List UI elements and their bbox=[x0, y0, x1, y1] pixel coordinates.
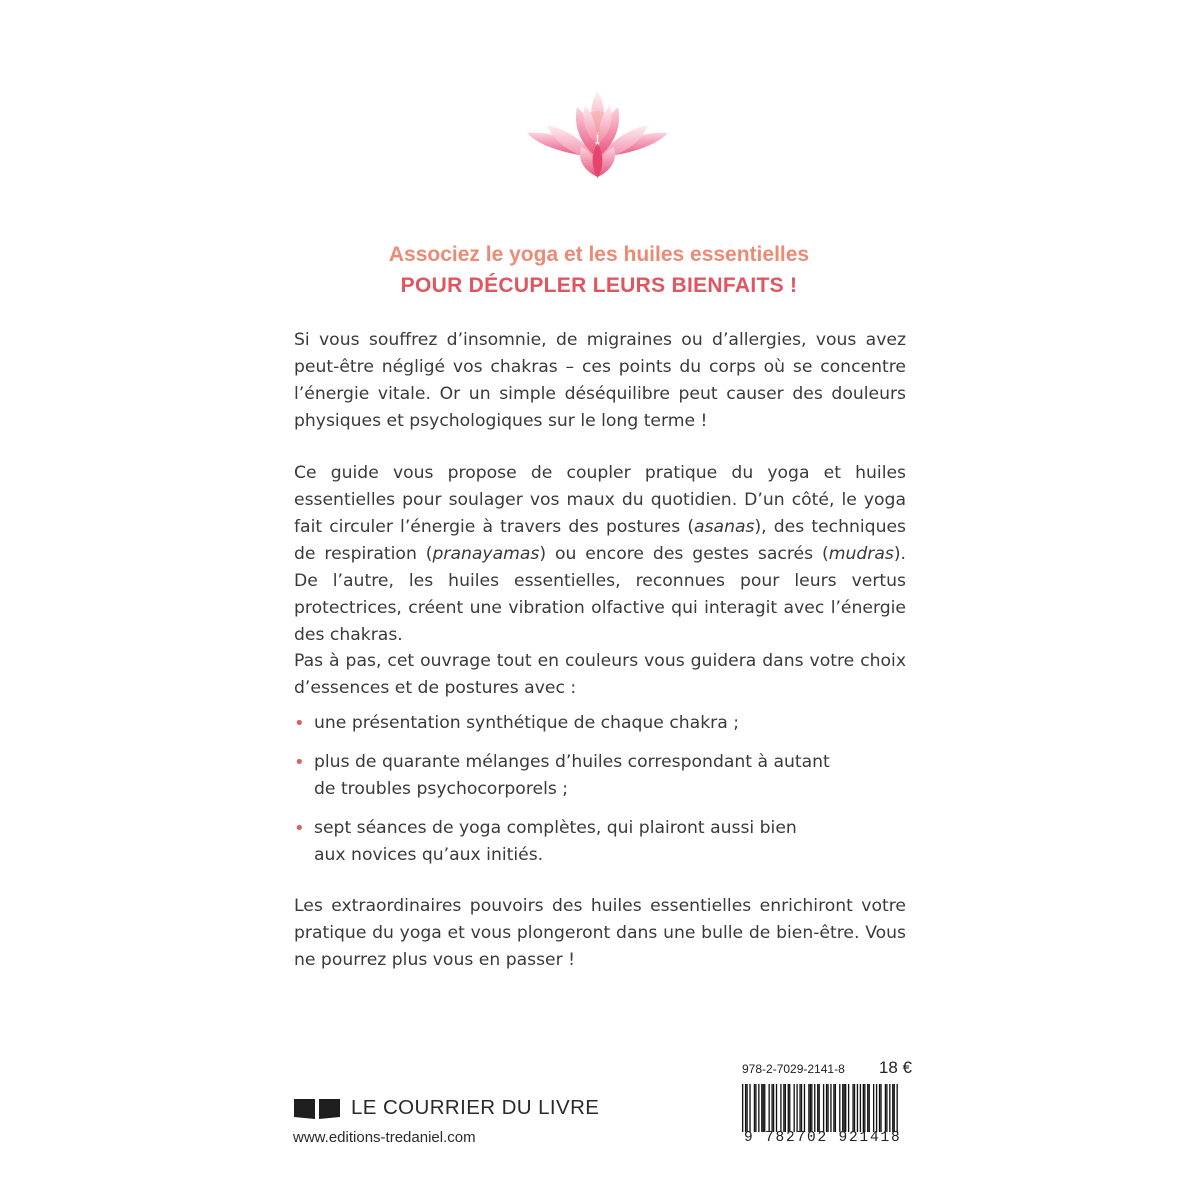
barcode-bar bbox=[833, 1084, 834, 1132]
list-item-text: plus de quarante mélanges d’huiles correspondant à autant de troubles psychocorporels ; bbox=[314, 752, 830, 799]
barcode-bar bbox=[894, 1084, 895, 1132]
barcode-bar bbox=[811, 1084, 812, 1132]
term-asanas: asanas bbox=[694, 517, 755, 537]
barcode-bar bbox=[814, 1084, 815, 1132]
feature-list bbox=[294, 710, 906, 881]
barcode-bar bbox=[796, 1084, 797, 1132]
price: 18 € bbox=[878, 1058, 912, 1077]
barcode-bar bbox=[804, 1084, 805, 1132]
barcode-bar bbox=[754, 1084, 755, 1132]
barcode-bar bbox=[830, 1084, 831, 1132]
barcode-bar bbox=[892, 1084, 893, 1132]
barcode-bar bbox=[842, 1084, 843, 1132]
headline bbox=[0, 240, 1198, 302]
barcode-bar bbox=[873, 1084, 874, 1132]
barcode-bar bbox=[827, 1084, 828, 1132]
barcode-bar bbox=[864, 1084, 865, 1132]
barcode-bar bbox=[783, 1084, 784, 1132]
term-mudras: mudras bbox=[828, 544, 894, 564]
list-item-text: sept séances de yoga complètes, qui plairont aussi bien aux novices qu’aux initiés. bbox=[314, 818, 797, 865]
barcode-bar bbox=[852, 1084, 853, 1132]
barcode-bar bbox=[845, 1084, 846, 1132]
barcode-bar bbox=[780, 1084, 781, 1132]
list-item bbox=[294, 815, 906, 869]
lotus-icon bbox=[525, 85, 670, 180]
barcode-bar bbox=[749, 1084, 750, 1132]
book-logo-icon bbox=[293, 1096, 341, 1120]
barcode-bar bbox=[863, 1084, 864, 1132]
barcode-digits: 9 782702 921418 bbox=[744, 1130, 902, 1146]
headline-tagline: Associez le yoga et les huiles essentielles bbox=[388, 243, 810, 266]
intro-paragraph: Si vous souffrez d’insomnie, de migraines ou d’allergies, vous avez peut-être négligé vos chakras – ces points du corps où se concentre l’énergie vitale. Or un simple déséquilibre peut causer des douleurs physiques et psychologiques sur le long terme ! bbox=[294, 330, 906, 431]
barcode-bar bbox=[768, 1084, 769, 1132]
barcode-bar bbox=[867, 1084, 868, 1132]
bullet-icon: • bbox=[294, 713, 305, 734]
barcode-bar bbox=[880, 1084, 881, 1132]
barcode-bar bbox=[886, 1084, 887, 1132]
bullet-icon: • bbox=[294, 818, 305, 839]
guide-text-1: Ce guide vous propose de coupler pratique du yoga et huiles essentielles pour soulager vos maux du quotidien. D’un côté, le yoga fait circuler l’énergie à travers des postures ( bbox=[294, 463, 906, 537]
barcode-bar bbox=[801, 1084, 802, 1132]
publisher-url: www.editions-tredaniel.com bbox=[293, 1129, 476, 1146]
publisher-block bbox=[293, 1096, 599, 1146]
barcode-bar bbox=[746, 1084, 747, 1132]
barcode-bar bbox=[857, 1084, 858, 1132]
barcode-bar bbox=[835, 1084, 836, 1132]
guide-paragraph bbox=[294, 460, 906, 649]
barcode-bar bbox=[897, 1084, 898, 1132]
barcode-bar bbox=[823, 1084, 824, 1132]
barcode-bar bbox=[810, 1084, 811, 1132]
barcode-bar bbox=[789, 1084, 790, 1132]
bullet-icon: • bbox=[294, 752, 305, 773]
barcode-bar bbox=[860, 1084, 861, 1132]
barcode-bar bbox=[761, 1084, 762, 1132]
barcode-bar bbox=[771, 1084, 772, 1132]
barcode-bar bbox=[758, 1084, 759, 1132]
barcode-bar bbox=[773, 1084, 774, 1132]
closing-paragraph: Les extraordinaires pouvoirs des huiles essentielles enrichiront votre pratique du yoga et vous plongeront dans une bulle de bien-être. Vous ne pourrez plus vous en passer ! bbox=[294, 896, 906, 970]
barcode-bar bbox=[764, 1084, 765, 1132]
barcode-bar bbox=[755, 1084, 756, 1132]
list-item-text: une présentation synthétique de chaque chakra ; bbox=[314, 713, 740, 733]
barcode-bar bbox=[819, 1084, 820, 1132]
list-item bbox=[294, 710, 906, 737]
barcode-bar bbox=[817, 1084, 818, 1132]
barcode-bar bbox=[839, 1084, 840, 1132]
barcode-bar bbox=[885, 1084, 886, 1132]
guide-text-2: ), des techniques de respiration ( bbox=[294, 517, 906, 564]
isbn-number: 978-2-7029-2141-8 bbox=[742, 1062, 845, 1076]
barcode-bar bbox=[742, 1084, 743, 1132]
barcode-bar bbox=[826, 1084, 827, 1132]
barcode-bar bbox=[799, 1084, 800, 1132]
barcode-bar bbox=[776, 1084, 777, 1132]
publisher-name: LE COURRIER DU LIVRE bbox=[351, 1096, 600, 1119]
barcode-bar bbox=[808, 1084, 809, 1132]
barcode-bar bbox=[879, 1084, 880, 1132]
barcode-bar bbox=[745, 1084, 746, 1132]
guide-text-3: ) ou encore des gestes sacrés ( bbox=[539, 544, 829, 564]
barcode bbox=[742, 1084, 898, 1132]
guide-text-4: ). De l’autre, les huiles essentielles, reconnues pour leurs vertus protectrices, créent une vibration olfactive qui interagit avec l’énergie des chakras. bbox=[294, 544, 906, 645]
barcode-bar bbox=[785, 1084, 786, 1132]
barcode-bar bbox=[844, 1084, 845, 1132]
barcode-block bbox=[742, 1058, 912, 1146]
barcode-bar bbox=[876, 1084, 877, 1132]
barcode-bar bbox=[848, 1084, 849, 1132]
barcode-bar bbox=[869, 1084, 870, 1132]
step-paragraph: Pas à pas, cet ouvrage tout en couleurs vous guidera dans votre choix d’essences et de postures avec : bbox=[294, 651, 906, 698]
barcode-bar bbox=[788, 1084, 789, 1132]
barcode-bar bbox=[794, 1084, 795, 1132]
barcode-bar bbox=[854, 1084, 855, 1132]
term-pranayamas: pranayamas bbox=[432, 544, 540, 564]
list-item bbox=[294, 749, 906, 803]
barcode-bar bbox=[889, 1084, 890, 1132]
headline-emphasis: POUR DÉCUPLER LEURS BIENFAITS ! bbox=[400, 274, 798, 297]
barcode-bar bbox=[763, 1084, 764, 1132]
